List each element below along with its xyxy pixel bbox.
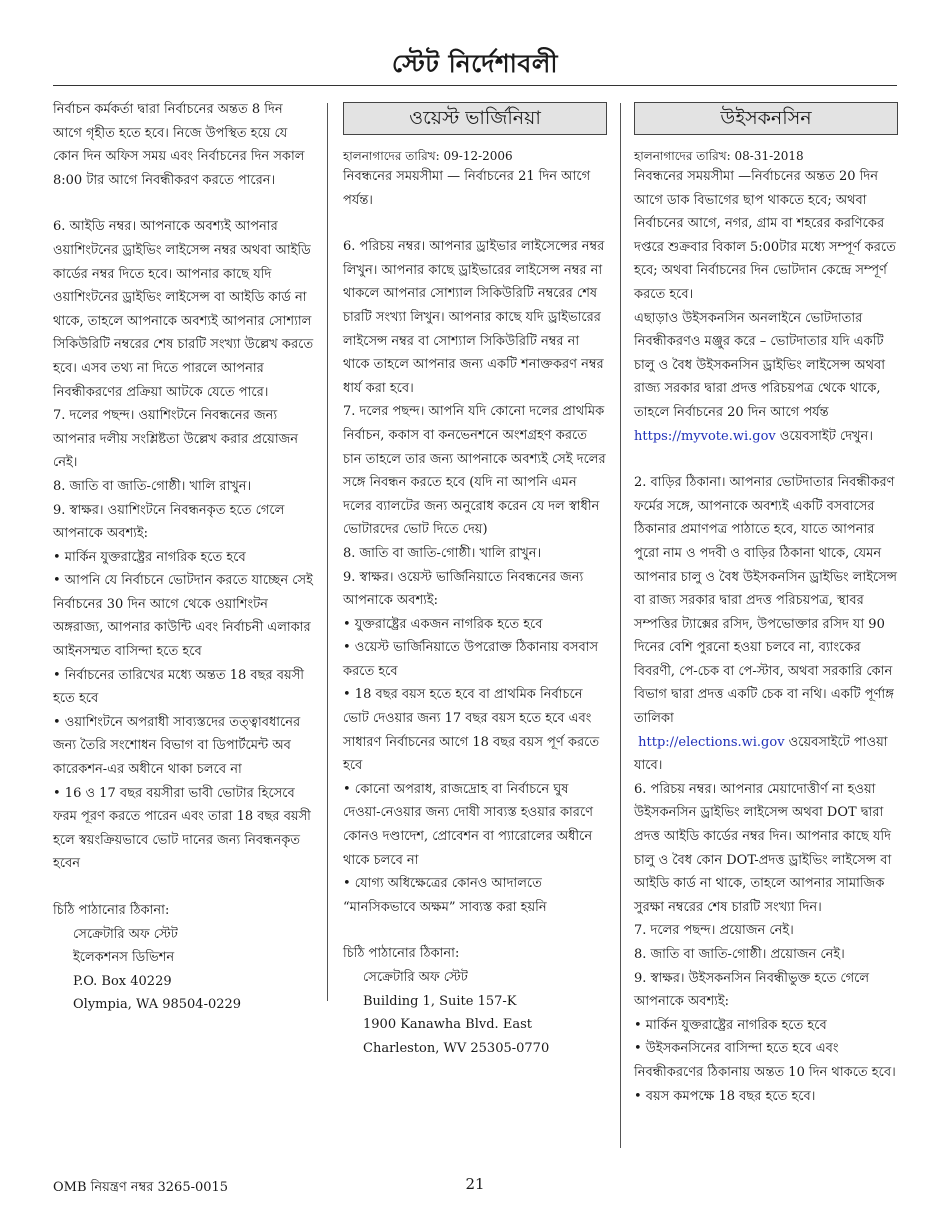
online-registration-body: এছাড়াও উইসকনসিন অনলাইনে ভোটদাতার নিবন্ধীকরণও মঞ্জুর করে – ভোটদাতার যদি একটি চালু ও বৈধ উইসকনসিন ড্রাইভিং লাইসেন্স অথবা রাজ্য সরকার দ্বারা প্রদত্ত পরিচয়পত্র থেকে থাকে, তাহলে নির্বাচনের 20 দিন আগে পর্যন্ত <box>634 310 886 420</box>
list-item: • যুক্তরাষ্ট্রের একজন নাগরিক হতে হবে <box>343 616 543 632</box>
myvote-link[interactable]: https://myvote.wi.gov <box>634 428 776 444</box>
address-line: Olympia, WA 98504-0229 <box>73 997 242 1013</box>
list-item: • বয়স কমপক্ষে 18 বছর হতে হবে। <box>634 1088 816 1104</box>
state-heading: উইসকনসিন <box>634 102 898 135</box>
list-item: • নির্বাচনের তারিখের মধ্যে অন্তত 18 বছর বয়সী হতে হবে <box>53 667 305 707</box>
title-divider <box>53 85 897 86</box>
updated-date: হালনাগাদের তারিখ: 09-12-2006 <box>343 149 513 163</box>
race-text: 8. জাতি বা জাতি-গোষ্ঠী। খালি রাখুন। <box>53 478 252 494</box>
id-number-text: 6. আইডি নম্বর। আপনাকে অবশ্যই আপনার ওয়াশিংটনের ড্রাইভিং লাইসেন্স নম্বর অথবা আইডি কার্ডের নম্বর দিতে হবে। আপনার কাছে যদি ওয়াশিংটনের ড্রাইভিং লাইসেন্স বা আইডি কার্ড না থাকে, তাহলে আপনাকে অবশ্যই আপনার সোশ্যাল সিকিউরিটি নম্বরের শেষ চারটি সংখ্যা উল্লেখ করতে হবে। এসব তথ্য না দিতে পারলে আপনার নিবন্ধীকরণের প্রক্রিয়া আটকে যেতে পারে। <box>53 219 314 400</box>
signature-text: 9. স্বাক্ষর। ওয়াশিংটনে নিবন্ধনকৃত হতে গেলে আপনাকে অবশ্যই: <box>53 502 285 542</box>
address-line: সেক্রেটারি অফ স্টেট <box>363 970 468 985</box>
deadline-text: নিবন্ধনের সময়সীমা — নির্বাচনের 21 দিন আগে পর্যন্ত। <box>343 169 591 208</box>
address-line: Building 1, Suite 157-K <box>363 993 517 1009</box>
column-divider-1 <box>327 103 328 1001</box>
race-text: 8. জাতি বা জাতি-গোষ্ঠী। খালি রাখুন। <box>343 545 542 561</box>
party-choice-text: 7. দলের পছন্দ। ওয়াশিংটনে নিবন্ধনের জন্য আপনার দলীয় সংশ্লিষ্টতা উল্লেখ করার প্রয়োজন নেই। <box>53 408 298 471</box>
address-line: ইলেকশনস ডিভিশন <box>73 950 175 966</box>
washington-column <box>53 98 315 1017</box>
list-item: • আপনি যে নির্বাচনে ভোটদান করতে যাচ্ছেন সেই নির্বাচনের 30 দিন আগে থেকে ওয়াশিংটন অঙ্গরাজ্য, আপনার কাউন্টি এবং নির্বাচনী এলাকার আইনসম্মত বাসিন্দা হতে হবে <box>53 573 313 660</box>
list-item: • মার্কিন যুক্তরাষ্ট্রের নাগরিক হতে হবে <box>634 1017 827 1033</box>
online-registration-tail: ওয়েবসাইট দেখুন। <box>775 428 873 444</box>
list-item: • 16 ও 17 বছর বয়সীরা ভাবী ভোটার হিসেবে ফরম পূরণ করতে পারেন এবং তারা 18 বছর বয়সী হলে স্বয়ংক্রিয়ভাবে ভোট দানের জন্য নিবন্ধনকৃত হবেন <box>53 785 311 872</box>
party-choice-text: 7. দলের পছন্দ। প্রয়োজন নেই। <box>634 923 794 939</box>
address-line: সেক্রেটারি অফ স্টেট <box>73 926 178 942</box>
list-item: • ওয়াশিংটনে অপরাধী সাব্যস্তদের তত্ত্বাবধানের জন্য তৈরি সংশোধন বিভাগ বা ডিপার্টমেন্ট অব কারেকশন-এর অধীনে থাকা চলবে না <box>53 714 301 778</box>
id-number-text: 6. পরিচয় নম্বর। আপনার মেয়াদোত্তীর্ণ না হওয়া উইসকনসিন ড্রাইভিং লাইসেন্স অথবা DOT দ্বারা প্রদত্ত আইডি কার্ডের নম্বর দিন। আপনার কাছে যদি চালু ও বৈধ কোন DOT-প্রদত্ত ড্রাইভিং লাইসেন্স বা আইডি কার্ড না থাকে, তাহলে আপনার সামাজিক সুরক্ষা নম্বরের শেষ চারটি সংখ্যা দিন। <box>634 781 892 915</box>
page-title: স্টেট নির্দেশাবলী <box>391 49 559 78</box>
wisconsin-column <box>634 98 898 1108</box>
deadline-text: নির্বাচন কর্মকর্তা দ্বারা নির্বাচনের অন্তত 8 দিন আগে গৃহীত হতে হবে। নিজে উপস্থিত হয়ে যে কোন দিন অফিস সময় এবং নির্বাচনের দিন সকাল 8:00 টার আগে নিবন্ধীকরণ করতে পারেন। <box>53 102 305 188</box>
west-virginia-column <box>343 98 607 1060</box>
signature-text: 9. স্বাক্ষর। ওয়েস্ট ভার্জিনিয়াতে নিবন্ধনের জন্য আপনাকে অবশ্যই: <box>343 569 584 609</box>
race-text: 8. জাতি বা জাতি-গোষ্ঠী। প্রয়োজন নেই। <box>634 947 845 962</box>
address-line: 1900 Kanawha Blvd. East <box>363 1017 532 1033</box>
address-line: P.O. Box 40229 <box>73 973 172 989</box>
mailing-address-label: চিঠি পাঠানোর ঠিকানা: <box>53 903 170 918</box>
list-item: • কোনো অপরাধ, রাজদ্রোহ বা নির্বাচনে ঘুষ দেওয়া-নেওয়ার জন্য দোষী সাব্যস্ত হওয়ার কারণে কোনও দণ্ডাদেশ, প্রোবেশন বা প্যারোলের অধীনে থাকে চলবে না <box>343 781 594 868</box>
home-address-body: 2. বাড়ির ঠিকানা। আপনার ভোটদাতার নিবন্ধীকরণ ফর্মের সঙ্গে, আপনাকে অবশ্যই একটি বসবাসের ঠিকানার প্রমাণপত্র পাঠাতে হবে, যাতে আপনার পুরো নাম ও পদবী ও বাড়ির ঠিকানা থাকে, যেমন আপনার চালু ও বৈধ উইসকনসিন ড্রাইভিং লাইসেন্স বা রাজ্য সরকার দ্বারা প্রদত্ত পরিচয়পত্র, স্থাবর সম্পত্তির ট্যাক্সের রসিদ, উপভোক্তার রসিদ যা 90 দিনের বেশি পুরনো হওয়া চলবে না, ব্যাংকের বিবরণী, পে-চেক বা পে-স্টাব, অথবা সরকারি কোন বিভাগ দ্বারা প্রদত্ত একটি চেক বা নথি। একটি পূর্ণাঙ্গ তালিকা <box>634 475 898 727</box>
updated-date: হালনাগাদের তারিখ: 08-31-2018 <box>634 149 804 163</box>
online-registration-text <box>634 307 898 449</box>
list-item: • ওয়েস্ট ভার্জিনিয়াতে উপরোক্ত ঠিকানায় বসবাস করতে হবে <box>343 640 599 679</box>
omb-control-number: OMB নিয়ন্ত্রণ নম্বর 3265-0015 <box>53 1180 229 1195</box>
address-line: Charleston, WV 25305-0770 <box>363 1040 550 1056</box>
state-heading: ওয়েস্ট ভার্জিনিয়া <box>343 102 607 135</box>
column-divider-2 <box>620 103 621 1148</box>
elections-link[interactable]: http://elections.wi.gov <box>638 734 785 750</box>
signature-text: 9. স্বাক্ষর। উইসকনসিন নিবন্ধীভুক্ত হতে গেলে আপনাকে অবশ্যই: <box>634 970 870 1010</box>
party-choice-text: 7. দলের পছন্দ। আপনি যদি কোনো দলের প্রাথমিক নির্বাচন, ককাস বা কনভেনশনে অংশগ্রহণ করতে চান তাহলে তার জন্য আপনাকে অবশ্যই সেই দলের সঙ্গে নিবন্ধন করতে হবে (যদি না আপনি এমন দলের ব্যালটের জন্য অনুরোধ করেন যে দল স্বাধীন ভোটারদের ভোট দিতে দেয়) <box>343 404 606 538</box>
id-number-text: 6. পরিচয় নম্বর। আপনার ড্রাইভার লাইসেন্সের নম্বর লিখুন। আপনার কাছে ড্রাইভারের লাইসেন্স নম্বর না থাকলে আপনার সোশ্যাল সিকিউরিটি নম্বরের শেষ চারটি সংখ্যা লিখুন। আপনার কাছে যদি ড্রাইভারের লাইসেন্স নম্বর বা সোশ্যাল সিকিউরিটি নম্বর না থাকে তাহলে আপনার জন্য একটি শনাক্তকরণ নম্বর ধার্য করা হবে। <box>343 239 605 396</box>
list-item: • উইসকনসিনের বাসিন্দা হতে হবে এবং নিবন্ধীকরণের ঠিকানায় অন্তত 10 দিন থাকতে হবে। <box>634 1041 896 1080</box>
home-address-tail: ওয়েবসাইটে পাওয়া যাবে। <box>634 734 888 774</box>
list-item: • যোগ্য অধিক্ষেত্রের কোনও আদালতে “মানসিকভাবে অক্ষম” সাব্যস্ত করা হয়নি <box>343 876 547 915</box>
home-address-text <box>634 471 898 778</box>
mailing-address-label: চিঠি পাঠানোর ঠিকানা: <box>343 946 460 962</box>
list-item: • 18 বছর বয়স হতে হবে বা প্রাথমিক নির্বাচনে ভোট দেওয়ার জন্য 17 বছর বয়স হতে হবে এবং সাধারণ নির্বাচনের আগে 18 বছর বয়স পূর্ণ করতে হবে <box>343 687 600 774</box>
page-number: 21 <box>465 1175 485 1193</box>
deadline-text: নিবন্ধনের সময়সীমা —নির্বাচনের অন্তত 20 দিন আগে ডাক বিভাগের ছাপ থাকতে হবে; অথবা নির্বাচনের আগে, নগর, গ্রাম বা শহরের করণিকের দপ্তরে শুক্রবার বিকাল 5:00টার মধ্যে সম্পূর্ণ করতে হবে; অথবা নির্বাচনের দিন ভোটদান কেন্দ্রে সম্পূর্ণ করতে হবে। <box>634 169 896 302</box>
list-item: • মার্কিন যুক্তরাষ্ট্রের নাগরিক হতে হবে <box>53 549 246 565</box>
